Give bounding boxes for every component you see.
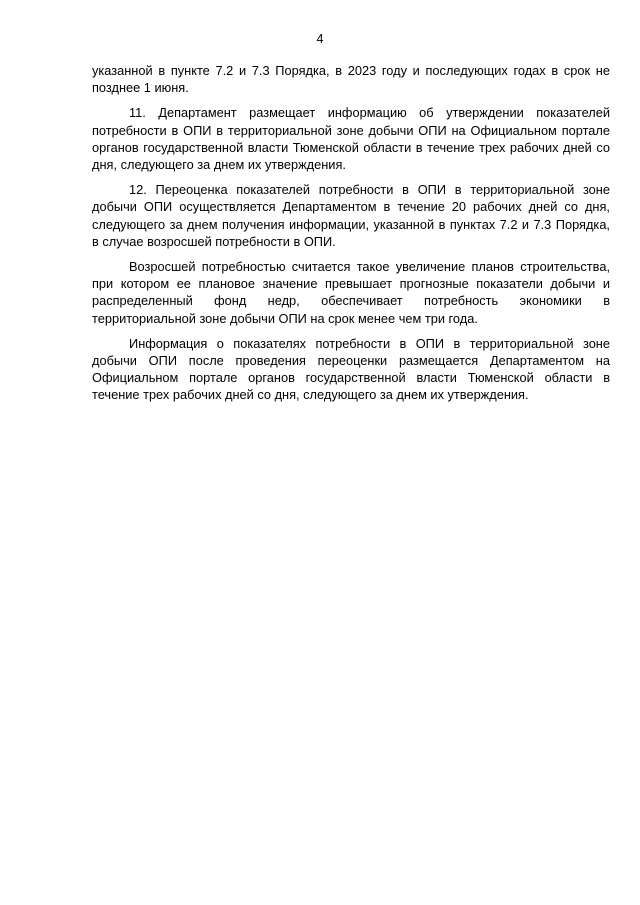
paragraph-publication: Информация о показателях потребности в ОПИ в территориальной зоне добычи ОПИ после проведения переоценки размещается Департаментом на Официальном портале органов государственной власти Тюменской области в течение трех рабочих дней со дня, следующего за днем их утверждения. (92, 335, 610, 403)
paragraph-item-12: 12. Переоценка показателей потребности в ОПИ в территориальной зоне добычи ОПИ осуществляется Департаментом в течение 20 рабочих дней со дня, следующего за днем получения информации, указанной в пунктах 7.2 и 7.3 Порядка, в случае возросшей потребности в ОПИ. (92, 182, 610, 249)
document-body (92, 62, 610, 412)
paragraph-continuation: указанной в пункте 7.2 и 7.3 Порядка, в 2023 году и последующих годах в срок не позднее 1 июня. (92, 63, 610, 96)
page-number: 4 (316, 32, 324, 46)
paragraph-item-11: 11. Департамент размещает информацию об утверждении показателей потребности в ОПИ в территориальной зоне добычи ОПИ на Официальном портале органов государственной власти Тюменской области в течение трех рабочих дней со дня, следующего за днем их утверждения. (92, 105, 610, 173)
paragraph-definition: Возросшей потребностью считается такое увеличение планов строительства, при котором ее плановое значение превышает прогнозные показатели добычи и распределенный фонд недр, обеспечивает потребность экономики в территориальной зоне добычи ОПИ на срок менее чем три года. (92, 259, 610, 326)
